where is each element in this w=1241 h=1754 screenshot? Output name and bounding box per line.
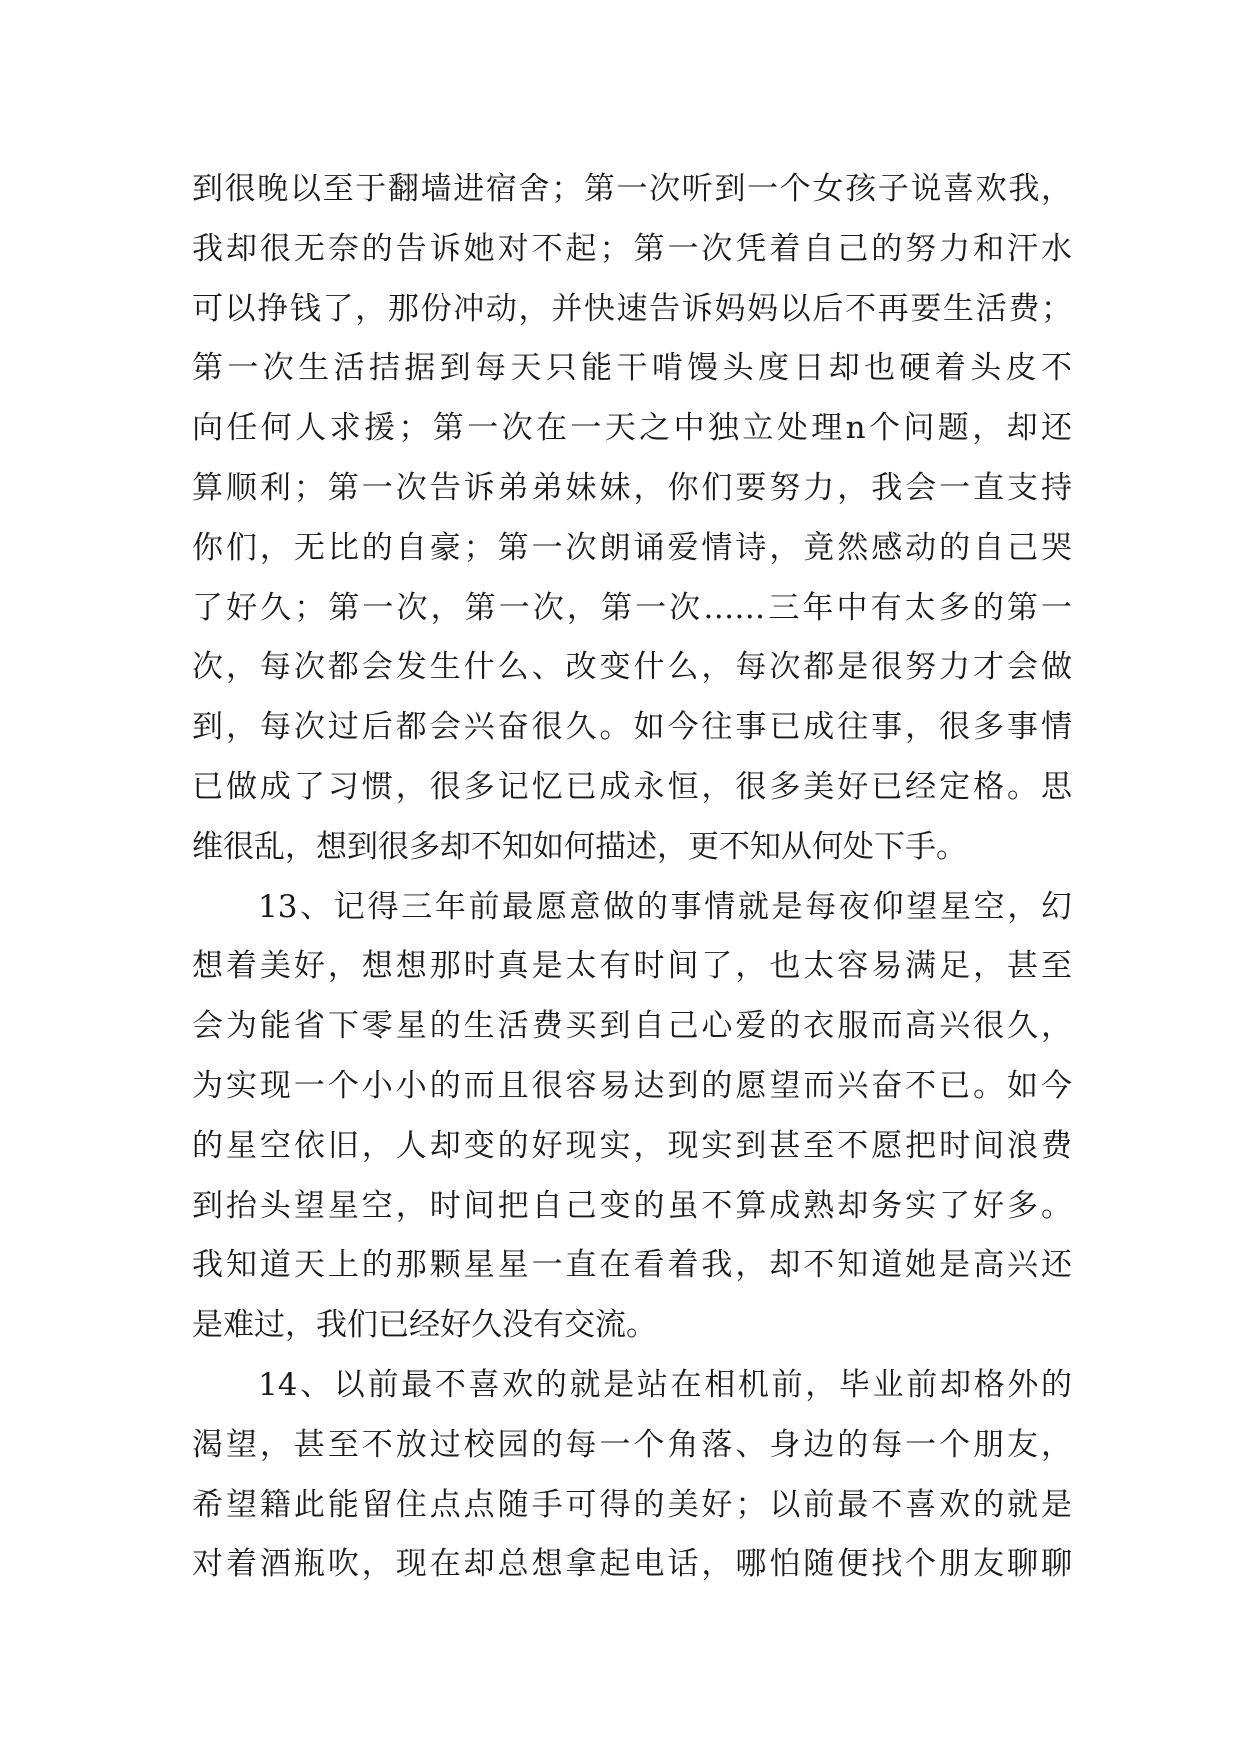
text-line: 维很乱，想到很多却不知如何描述，更不知从何处下手。: [192, 828, 967, 865]
text-line: 我知道天上的那颗星星一直在看着我，却不知道她是高兴还: [192, 1247, 1072, 1284]
text-line: 到，每次过后都会兴奋很久。如今往事已成往事，很多事情: [192, 709, 1072, 746]
text-line: 的星空依旧，人却变的好现实，现实到甚至不愿把时间浪费: [192, 1127, 1072, 1164]
text-line: 算顺利；第一次告诉弟弟妹妹，你们要努力，我会一直支持: [192, 469, 1072, 506]
text-line: 我却很无奈的告诉她对不起；第一次凭着自己的努力和汗水: [192, 230, 1072, 267]
text-line: 可以挣钱了，那份冲动，并快速告诉妈妈以后不再要生活费；: [192, 290, 1072, 327]
text-line: 希望籍此能留住点点随手可得的美好；以前最不喜欢的就是: [192, 1486, 1072, 1523]
text-line: 为实现一个小小的而且很容易达到的愿望而兴奋不已。如今: [192, 1067, 1072, 1104]
text-line: 了好久；第一次，第一次，第一次……三年中有太多的第一: [192, 589, 1072, 626]
text-line: 次，每次都会发生什么、改变什么，每次都是很努力才会做: [192, 649, 1072, 686]
paragraph-14-start: 14、以前最不喜欢的就是站在相机前，毕业前却格外的: [258, 1366, 1072, 1403]
text-line: 是难过，我们已经好久没有交流。: [192, 1307, 657, 1344]
body-text: [192, 160, 1072, 1595]
text-line: 到很晚以至于翻墙进宿舍；第一次听到一个女孩子说喜欢我，: [192, 171, 1072, 207]
text-line: 到抬头望星空，时间把自己变的虽不算成熟却务实了好多。: [192, 1187, 1072, 1224]
text-line: 向任何人求援；第一次在一天之中独立处理n个问题，却还: [192, 410, 1072, 447]
paragraph-13-start: 13、记得三年前最愿意做的事情就是每夜仰望星空，幻: [258, 888, 1072, 925]
text-line: 第一次生活拮据到每天只能干啃馒头度日却也硬着头皮不: [192, 350, 1072, 387]
text-line: 会为能省下零星的生活费买到自己心爱的衣服而高兴很久，: [192, 1008, 1072, 1045]
text-line: 已做成了习惯，很多记忆已成永恒，很多美好已经定格。思: [192, 768, 1072, 805]
text-line: 想着美好，想想那时真是太有时间了，也太容易满足，甚至: [192, 948, 1072, 985]
text-line: 对着酒瓶吹，现在却总想拿起电话，哪怕随便找个朋友聊聊: [192, 1546, 1072, 1583]
text-line: 渴望，甚至不放过校园的每一个角落、身边的每一个朋友，: [192, 1426, 1072, 1463]
text-line: 你们，无比的自豪；第一次朗诵爱情诗，竟然感动的自己哭: [192, 529, 1072, 566]
